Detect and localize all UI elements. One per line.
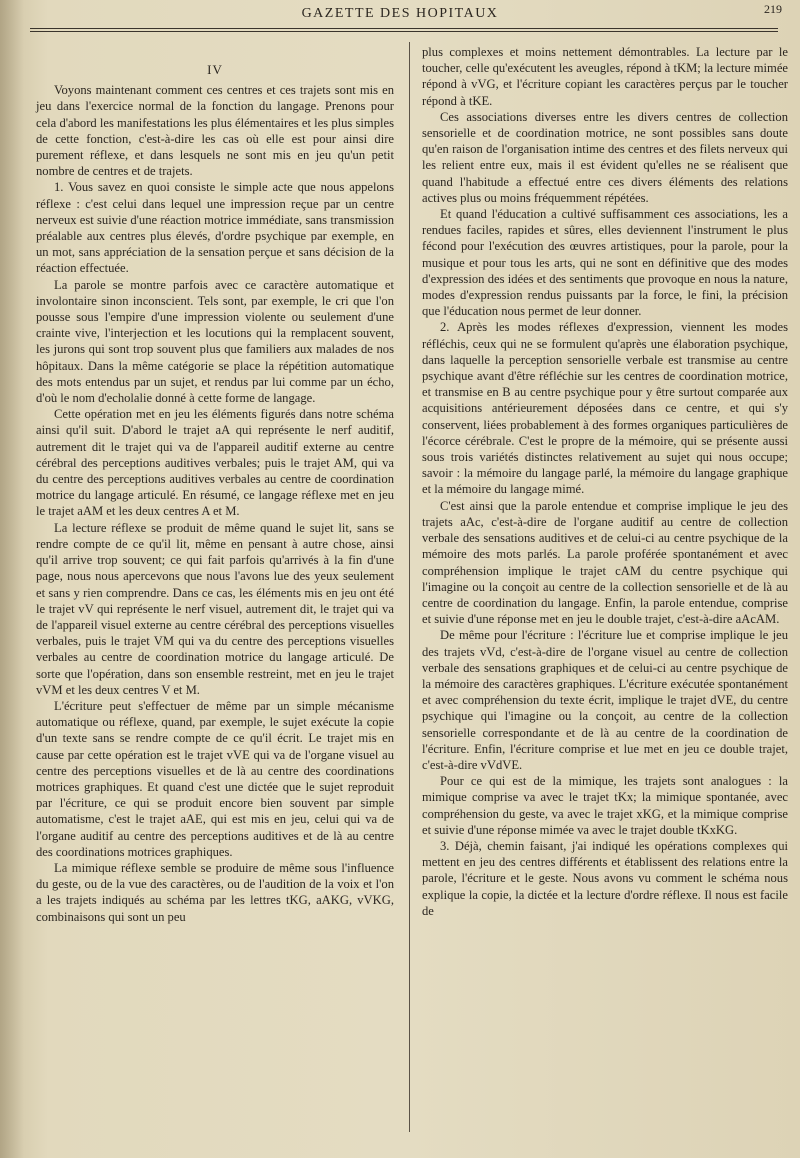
paragraph: Voyons maintenant comment ces centres et ces trajets sont mis en jeu dans l'exercice normal de la fonction du langage. Prenons pour cela d'abord les manifestations les plus élémentaires et les plus simples de cette fonction, c'est-à-dire les cas où elle est pour ainsi dire purement réflexe, et dans lesquels ne sont mis en jeu qu'un petit nombre de centres et de trajets.	[36, 83, 394, 179]
paragraph: Cette opération met en jeu les éléments figurés dans notre schéma ainsi qu'il suit. D'abord le trajet aA qui représente le nerf auditif, autrement dit le trajet qui va de l'appareil auditif externe au centre cérébral des perceptions auditives verbales; puis le trajet AM, qui va du centre des perceptions auditives verbales au centre de coordination motrice du langage articulé. En résumé, ce langage réflexe met en jeu le trajet aAM et les deux centres A et M.	[36, 407, 394, 519]
paragraph: La mimique réflexe semble se produire de même sous l'influence du geste, ou de la vue des caractères, ou de l'audition de la voix et l'on a les trajets indiqués au schéma par les lettres tKG, aAKG, vVKG, combinaisons qui sont un peu	[36, 860, 394, 924]
journal-title: GAZETTE DES HOPITAUX	[301, 6, 499, 21]
paragraph: La lecture réflexe se produit de même quand le sujet lit, sans se rendre compte de ce qu'il lit, même en pensant à autre chose, ainsi qu'il arrive trop souvent; ce qui fait parfois qu'arrivés à la fin d'une page, nous nous apercevons que nous l'avons lue des yeux seulement et sans y rien comprendre. Dans ce cas, les éléments mis en jeu ont été le trajet vV qui représente le nerf visuel, autrement dit, le trajet qui va de l'appareil visuel externe au centre cérébral des perceptions visuelles verbales, puis le trajet VM qui va du centre des perceptions visuelles verbales au centre de coordination motrice du langage articulé. De sorte que l'opération, dans son ensemble restreint, met en jeu le trajet vVM et les deux centres V et M.	[36, 520, 394, 697]
paragraph: Et quand l'éducation a cultivé suffisamment ces associations, les a rendues faciles, rapides et sûres, elles deviennent l'instrument le plus fécond pour l'exécution des œuvres artistiques, pour la parole, pour la musique et pour tous les arts, qui ne sont en définitive que des modes d'expression des idées et des sentiments que provoque en nous la nature, modes d'expression rendus puissants par la force, le fini, la précision que l'éducation nous permet de leur donner.	[422, 207, 788, 319]
paragraph: Pour ce qui est de la mimique, les trajets sont analogues : la mimique comprise va avec le trajet tKx; la mimique spontanée, avec compréhension du geste, va avec le trajet xKG, et la mimique comprise et suivie d'une réponse mimée va avec le trajet double tKxKG.	[422, 774, 788, 837]
paragraph: Ces associations diverses entre les divers centres de collection sensorielle et de coordination motrice, ne sont possibles sans doute qu'en raison de l'organisation intime des centres et des filets nerveux qui les relient entre eux, mais il est évident qu'elles ne se réalisent que quand l'habitude a effectué entre ces divers éléments des relations actives plus ou moins fréquemment répétées.	[422, 109, 788, 205]
binding-shadow	[0, 0, 24, 1158]
paragraph-continued: plus complexes et moins nettement démontrables. La lecture par le toucher, celle qu'exécutent les aveugles, répond à tKM; la lecture mimée répond à vVG, et l'écriture copiant les caractères perçus par le toucher répond à tKE.	[422, 45, 788, 108]
page-number: 219	[764, 2, 782, 16]
section-number: IV	[207, 62, 223, 77]
paragraph: 1. Vous savez en quoi consiste le simple acte que nous appelons réflexe : c'est celui dans lequel une impression reçue par un centre nerveux est suivie d'une réaction motrice immédiate, sans transmission préalable aux centres plus élevés, d'ordre psychique par exemple, en un mot, sans appréciation de la sensation perçue et sans décision de la réaction effectuée.	[36, 180, 394, 276]
paragraph: C'est ainsi que la parole entendue et comprise implique le jeu des trajets aAc, c'est-à-dire de l'organe auditif au centre de collection verbale des sensations auditives et de celui-ci au centre psychique de la mémoire des mots parlés. La parole proférée spontanément et avec compréhension implique le trajet cAM du centre psychique qui l'imagine ou la conçoit au centre de la collection sensorielle et de là au centre de coordination du langage. Enfin, la parole entendue, comprise et suivie d'une réponse met en jeu le double trajet, c'est-à-dire aAcAM.	[422, 498, 788, 627]
column-divider	[409, 42, 410, 1132]
paragraph: 3. Déjà, chemin faisant, j'ai indiqué les opérations complexes qui mettent en jeu des centres différents et établissent des relations entre la parole, l'écriture et le geste. Nous avons vu comment le schéma nous explique la copie, la dictée et la lecture d'ordre réflexe. Il nous est facile de	[422, 838, 788, 918]
left-column	[36, 44, 394, 925]
page-header	[0, 0, 800, 40]
header-rule-bottom	[30, 31, 778, 32]
paragraph: La parole se montre parfois avec ce caractère automatique et involontaire sinon inconscient. Tels sont, par exemple, le cri que l'on pousse sous l'empire d'une impression violente ou seulement d'une crainte vive, l'interjection et les locutions qui la remplacent souvent, les jurons qui sont trop souvent plus que familiers aux malades de nos hôpitaux. Dans la même catégorie se place la répétition automatique des mots entendus par un sujet, et rendus par lui comme par un écho, d'où le nom d'echolalie donné à cette forme de langage.	[36, 277, 394, 406]
paragraph: 2. Après les modes réflexes d'expression, viennent les modes réfléchis, ceux qui ne se formulent qu'après une élaboration psychique, dans laquelle la perception sensorielle verbale est transmise au centre psychique avant d'être réfléchie sur les centres de coordination motrice, et transmise en B au centre psychique pour y être surtout comparée aux acquisitions antérieurement déposées dans ce centre, et qui s'y conservent, liées probablement à des formes organiques particulières de l'écorce cérébrale. C'est le propre de la mémoire, qui se présente aussi sous trois variétés distinctes relativement au sujet qui nous occupe; savoir : la mémoire du langage parlé, la mémoire du langage graphique et la mémoire du langage mimé.	[422, 320, 788, 497]
paragraph: L'écriture peut s'effectuer de même par un simple mécanisme automatique ou réflexe, quand, par exemple, le sujet exécute la copie d'un texte sans se rendre compte de ce qu'il écrit. Le trajet mis en cause par cette opération est le trajet vVE qui va de l'organe visuel au centre des perceptions visuelles et de là au centre des coordinations motrices graphiques. Et quand c'est une dictée que le sujet reproduit par l'écriture, ce qui se produit encore bien souvent par simple automatisme, c'est le trajet aAE, qui est mis en jeu, celui qui va de l'organe auditif au centre des perceptions auditives et de là au centre des coordinations motrices graphiques.	[36, 698, 394, 859]
right-column	[422, 44, 788, 919]
paragraph: De même pour l'écriture : l'écriture lue et comprise implique le jeu des trajets vVd, c'est-à-dire de l'organe visuel au centre de collection verbale des sensations graphiques et de celui-ci au centre psychique de la mémoire des caractères graphiques. L'écriture exécutée spontanément et avec compréhension du texte écrit, implique le trajet dVE, du centre psychique qui l'imagine ou la conçoit, au centre de la collection sensorielle correspondante et de là au centre de la coordination de l'écriture. Enfin, l'écriture comprise et lue met en jeu ce double trajet, c'est-à-dire vVdVE.	[422, 628, 788, 772]
header-rule-top	[30, 28, 778, 29]
